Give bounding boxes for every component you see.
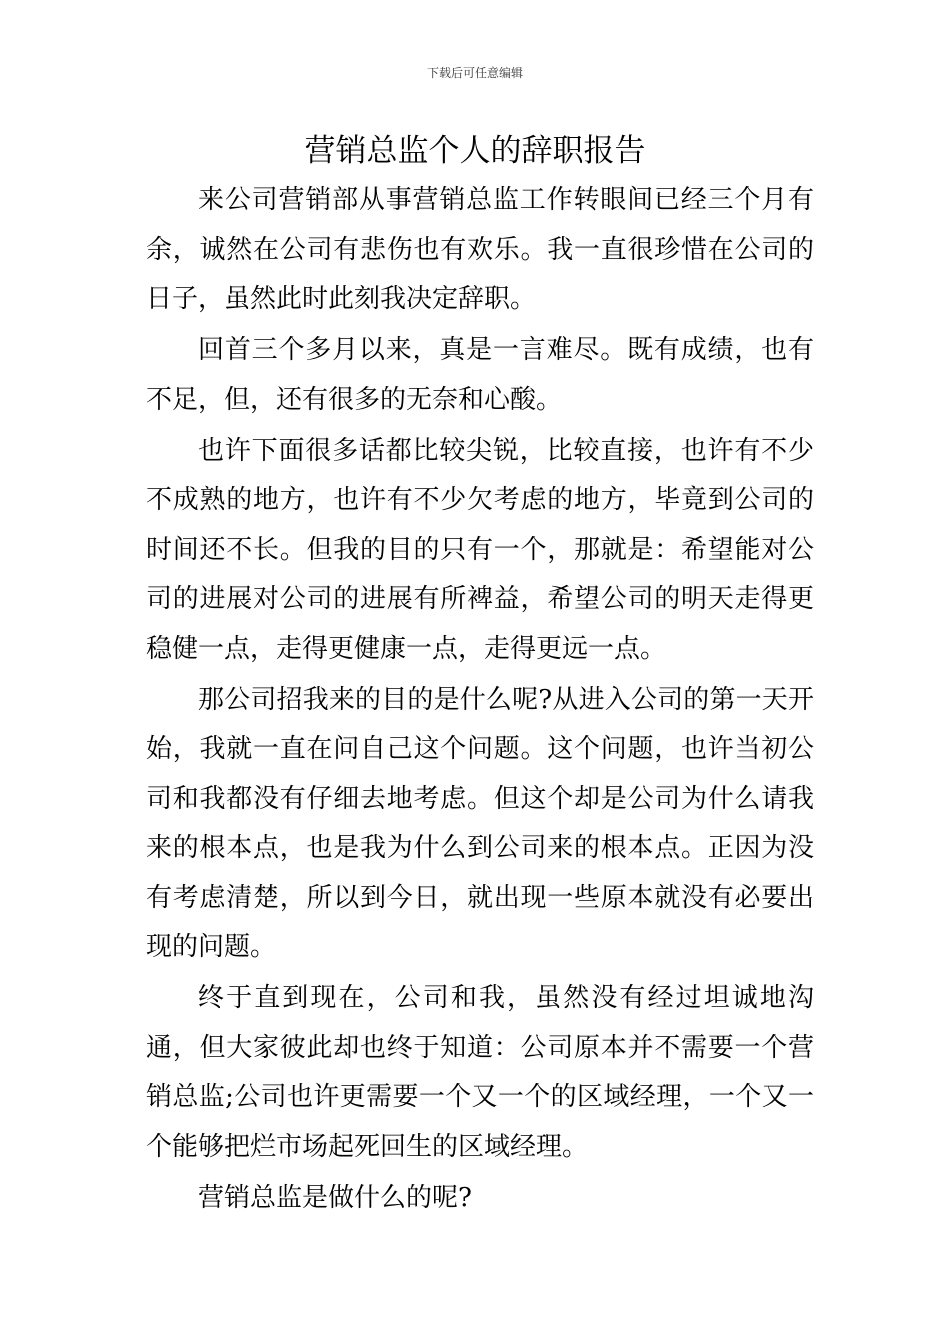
- header-note: 下载后可任意编辑: [426, 66, 523, 80]
- document-body: [146, 176, 814, 1225]
- paragraph-6: 营销总监是做什么的呢?: [198, 1182, 472, 1213]
- document-title: 营销总监个人的辞职报告: [304, 133, 646, 169]
- paragraph-4: 那公司招我来的目的是什么呢?从进入公司的第一天开始，我就一直在问自己这个问题。这个问题，也许当初公司和我都没有仔细去地考虑。但这个却是公司为什么请我来的根本点，也是我为什么到公司来的根本点。正因为没有考虑清楚，所以到今日，就出现一些原本就没有必要出现的问题。: [146, 684, 814, 962]
- paragraph-2: 回首三个多月以来，真是一言难尽。既有成绩，也有不足，但，还有很多的无奈和心酸。: [146, 335, 814, 415]
- paragraph-5: 终于直到现在，公司和我，虽然没有经过坦诚地沟通，但大家彼此却也终于知道：公司原本并不需要一个营销总监;公司也许更需要一个又一个的区域经理，一个又一个能够把烂市场起死回生的区域经理。: [146, 983, 814, 1162]
- paragraph-3: 也许下面很多话都比较尖锐，比较直接，也许有不少不成熟的地方，也许有不少欠考虑的地方，毕竟到公司的时间还不长。但我的目的只有一个，那就是：希望能对公司的进展对公司的进展有所裨益，希望公司的明天走得更稳健一点，走得更健康一点，走得更远一点。: [146, 435, 814, 664]
- paragraph-1: 来公司营销部从事营销总监工作转眼间已经三个月有余，诚然在公司有悲伤也有欢乐。我一直很珍惜在公司的日子，虽然此时此刻我决定辞职。: [146, 185, 814, 314]
